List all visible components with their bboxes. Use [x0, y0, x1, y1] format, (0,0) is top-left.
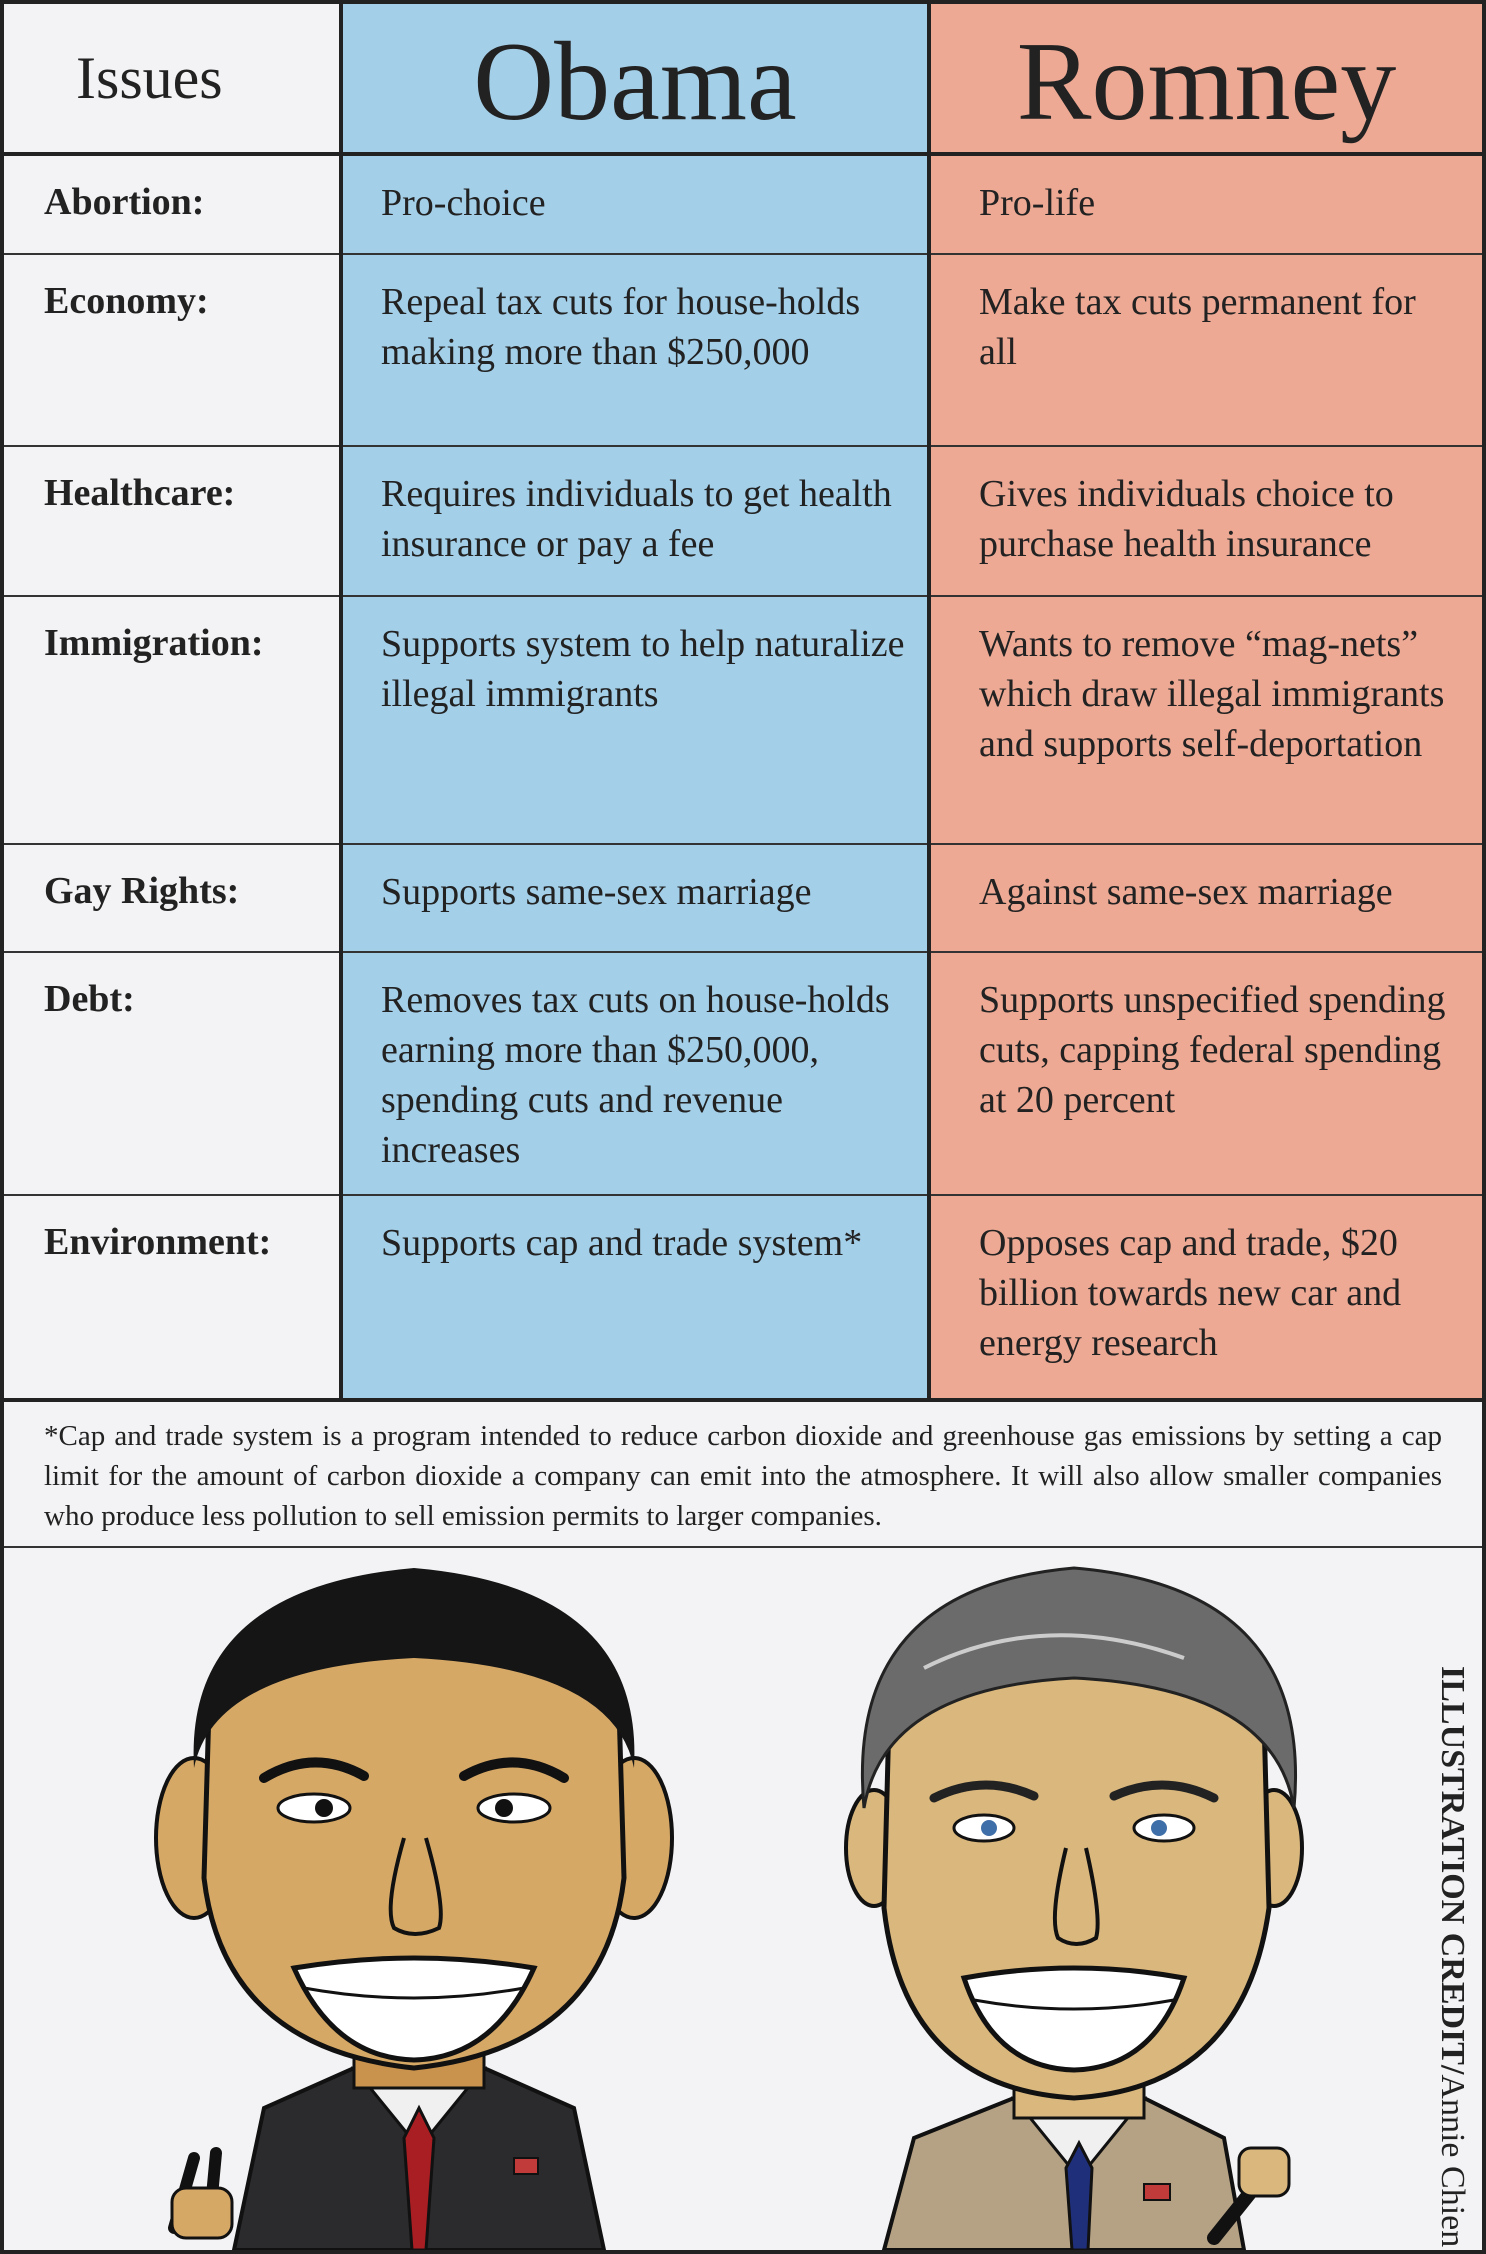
issue-label: Gay Rights:: [44, 870, 240, 912]
romney-caricature: [844, 1548, 1324, 2250]
obama-position: Supports cap and trade system*: [381, 1222, 863, 1264]
romney-position: Gives individuals choice to purchase health insurance: [979, 473, 1394, 565]
issue-label: Environment:: [44, 1221, 272, 1263]
romney-position: Pro-life: [979, 182, 1096, 224]
cap-and-trade-footnote: *Cap and trade system is a program intended to reduce carbon dioxide and greenhouse gas emissions by setting a cap limit for the amount of carbon dioxide a company can emit into the atmosphere. It will also allow smaller companies who produce less pollution to sell emission permits to larger companies.: [4, 1398, 1482, 1548]
comparison-table: [4, 4, 1482, 1398]
romney-position: Against same-sex marriage: [979, 871, 1393, 913]
issue-label: Debt:: [44, 978, 135, 1020]
header-romney-cell: [929, 4, 1482, 154]
obama-position: Supports system to help naturalize illegal immigrants: [381, 623, 905, 715]
table-row: [4, 844, 1482, 952]
romney-position: Wants to remove “mag-nets” which draw illegal immigrants and supports self-deportation: [979, 623, 1445, 765]
romney-position: Opposes cap and trade, $20 billion towards new car and energy research: [979, 1222, 1402, 1364]
table-row: [4, 596, 1482, 844]
header-issues-label: Issues: [76, 44, 223, 111]
romney-position: Supports unspecified spending cuts, capping federal spending at 20 percent: [979, 979, 1446, 1121]
obama-position: Requires individuals to get health insurance or pay a fee: [381, 473, 892, 565]
header-issues-cell: [4, 4, 341, 154]
issue-label: Economy:: [44, 280, 209, 322]
obama-position: Removes tax cuts on house-holds earning more than $250,000, spending cuts and revenue increases: [381, 979, 890, 1171]
table-row: [4, 952, 1482, 1195]
table-row: [4, 154, 1482, 254]
table-row: [4, 1195, 1482, 1398]
romney-position: Make tax cuts permanent for all: [979, 281, 1416, 373]
issue-label: Immigration:: [44, 622, 264, 664]
table-row: [4, 446, 1482, 596]
caricature-illustration: [4, 1548, 1482, 2250]
table-row: [4, 254, 1482, 446]
issue-label: Abortion:: [44, 181, 205, 223]
obama-position: Pro-choice: [381, 182, 546, 224]
header-obama-cell: [341, 4, 929, 154]
illustration-credit: [1430, 1666, 1474, 2246]
credit-artist: Annie Chien: [1434, 2074, 1471, 2248]
header-obama-name: Obama: [473, 20, 797, 144]
issue-label: Healthcare:: [44, 472, 236, 514]
obama-caricature: [154, 1548, 674, 2250]
header-romney-name: Romney: [1016, 20, 1397, 144]
credit-label: ILLUSTRATION CREDIT/: [1434, 1666, 1471, 2075]
obama-position: Supports same-sex marriage: [381, 871, 812, 913]
obama-position: Repeal tax cuts for house-holds making more than $250,000: [381, 281, 861, 373]
table-header-row: [4, 4, 1482, 154]
